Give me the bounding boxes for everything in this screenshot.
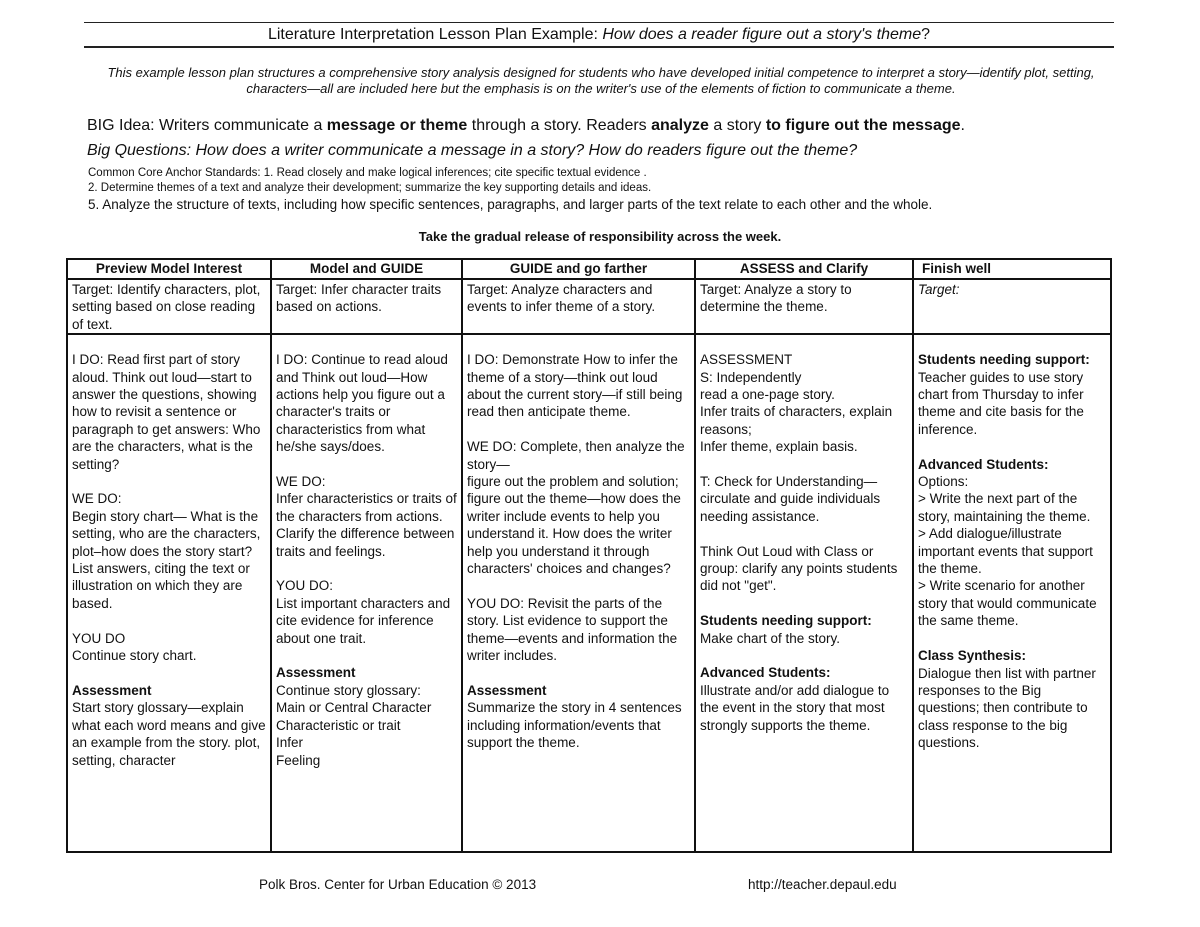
lesson-plan-table: [66, 258, 1112, 853]
cell-subheading: Assessment: [72, 682, 152, 698]
cell-text: [700, 595, 908, 612]
cell-text: Infer characteristics or traits of the characters from actions. Clarify the difference between traits and feelings.: [276, 491, 457, 559]
cell-text: Feeling: [276, 752, 321, 768]
standard-line-2: 2. Determine themes of a text and analyze their development; summarize the key supporting details and ideas.: [88, 182, 652, 194]
big-idea-text-4: .: [960, 117, 965, 134]
standard-line-5: 5. Analyze the structure of texts, including how specific sentences, paragraphs, and larger parts of the text relate to each other and the whole.: [88, 197, 933, 212]
cell-text: List answers, citing the text or illustration on which they are based.: [72, 561, 250, 611]
cell-text: T: Check for Understanding—circulate and guide individuals needing assistance.: [700, 474, 881, 524]
title-suffix: ?: [921, 26, 931, 43]
cell-text: [700, 525, 908, 542]
title-question: How does a reader figure out a story's theme: [602, 26, 922, 43]
cell-text: ASSESSMENT: [700, 352, 793, 368]
cell-text: S: Independently: [700, 369, 802, 385]
footer-credit: Polk Bros. Center for Urban Education © 2013: [259, 877, 537, 892]
cell-text: WE DO: Complete, then analyze the story—: [467, 439, 685, 472]
target-cell-5: Target:: [913, 279, 1111, 334]
cell-text: [72, 612, 266, 629]
target-cell-1: Target: Identify characters, plot, setting based on close reading of text.: [67, 279, 271, 334]
big-idea-text-1: BIG Idea: Writers communicate a: [87, 117, 327, 134]
cell-text: [72, 473, 266, 490]
cell-text: Infer: [276, 735, 304, 751]
cell-text: WE DO:: [276, 474, 326, 490]
cell-subheading: Class Synthesis:: [918, 648, 1027, 664]
big-idea-text-3: a story: [708, 117, 766, 134]
cell-text: [700, 456, 908, 473]
cell-text: YOU DO: Revisit the parts of the story. List evidence to support the theme—events and information the writer includes.: [467, 595, 678, 664]
cell-text: [467, 421, 690, 438]
cell-text: Infer traits of characters, explain reasons;: [700, 404, 893, 437]
target-cell-3: Target: Analyze characters and events to infer theme of a story.: [462, 279, 695, 334]
document-title: [84, 22, 1114, 48]
cell-text: [918, 438, 1106, 455]
cell-text: Continue story chart.: [72, 648, 197, 664]
cell-text: Teacher guides to use story chart from Thursday to infer theme and cite basis for the inference.: [918, 369, 1084, 437]
standards-block: [88, 166, 1188, 213]
activity-cell-4: [695, 334, 913, 852]
cell-text: [72, 665, 266, 682]
footer-url: http://teacher.depaul.edu: [748, 877, 897, 892]
table-header-row: [67, 259, 1111, 279]
cell-text: Infer theme, explain basis.: [700, 439, 858, 455]
cell-text: [276, 647, 457, 664]
cell-text: I DO: Read first part of story aloud. Think out loud—start to answer the questions, showing how to revisit a sentence or paragraph to get answers: Who are the characters, what is the setting?: [72, 352, 261, 472]
big-idea-text-2: through a story. Readers: [467, 117, 652, 134]
activity-cell-2: [271, 334, 462, 852]
header-finish: Finish well: [913, 259, 1111, 279]
cell-text: Start story glossary—explain what each word means and give an example from the story. plot, setting, character: [72, 700, 266, 768]
standard-line-1: Common Core Anchor Standards: 1. Read closely and make logical inferences; cite specific textual evidence .: [88, 167, 647, 179]
intro-paragraph: This example lesson plan structures a comprehensive story analysis designed for students who have developed initial competence to interpret a story—identify plot, setting, characters—all are included here but the emphasis is on the writer's use of the elements of fiction to communicate a theme.: [107, 65, 1095, 96]
cell-subheading: Assessment: [276, 665, 356, 681]
cell-text: [700, 647, 908, 664]
cell-text: read a one-page story.: [700, 387, 835, 403]
big-idea-bold-2: analyze: [651, 117, 709, 134]
cell-text: Characteristic or trait: [276, 717, 401, 733]
target-cell-4: Target: Analyze a story to determine the theme.: [695, 279, 913, 334]
cell-text: [467, 665, 690, 682]
header-guide-farther: GUIDE and go farther: [462, 259, 695, 279]
cell-text: > Add dialogue/illustrate important events that support the theme.: [918, 526, 1093, 577]
activity-cell-5: [913, 334, 1111, 852]
cell-text: WE DO:: [72, 491, 122, 507]
table-row-activities: [67, 334, 1111, 852]
cell-text: I DO: Continue to read aloud and Think out loud—How actions help you figure out a character's traits or characteristics from what he/she says/does.: [276, 352, 448, 455]
cell-text: Options:: [918, 474, 969, 490]
cell-subheading: Assessment: [467, 682, 547, 698]
header-assess: ASSESS and Clarify: [695, 259, 913, 279]
cell-text: Begin story chart— What is the setting, who are the characters, plot–how does the story start?: [72, 508, 261, 559]
cell-text: > Write the next part of the story, maintaining the theme.: [918, 491, 1091, 524]
big-idea-bold-3: to figure out the message: [765, 117, 961, 134]
table-row-targets: [67, 279, 1111, 334]
cell-text: Summarize the story in 4 sentences including information/events that support the theme.: [467, 700, 682, 751]
cell-text: Think Out Loud with Class or group: clarify any points students did not "get".: [700, 543, 898, 594]
cell-text: Illustrate and/or add dialogue to the event in the story that most strongly supports the theme.: [700, 682, 890, 733]
header-model-guide: Model and GUIDE: [271, 259, 462, 279]
cell-subheading: Students needing support:: [700, 613, 872, 629]
cell-text: Make chart of the story.: [700, 630, 841, 646]
gradual-release-heading: Take the gradual release of responsibility across the week.: [418, 229, 782, 244]
cell-text: I DO: Demonstrate How to infer the theme of a story—think out loud about the current story—if still being read then anticipate theme.: [467, 352, 683, 420]
cell-text: YOU DO: [72, 630, 126, 646]
title-prefix: Literature Interpretation Lesson Plan Example:: [267, 26, 603, 43]
target-cell-2: Target: Infer character traits based on actions.: [271, 279, 462, 334]
cell-text: [467, 577, 690, 594]
cell-text: Main or Central Character: [276, 700, 432, 716]
activity-cell-1: [67, 334, 271, 852]
cell-text: [276, 560, 457, 577]
cell-text: Continue story glossary:: [276, 682, 421, 698]
cell-text: figure out the problem and solution; figure out the theme—how does the writer include events to help you understand it. How does the writer help you understand it through characters' choices and changes?: [467, 474, 681, 577]
cell-text: YOU DO:: [276, 578, 334, 594]
big-idea: [87, 116, 1187, 136]
big-idea-bold-1: message or theme: [326, 117, 468, 134]
cell-text: List important characters and cite evidence for inference about one trait.: [276, 595, 451, 646]
cell-text: Dialogue then list with partner responses to the Big questions; then contribute to class response to the big questions.: [918, 665, 1096, 751]
cell-text: [276, 456, 457, 473]
cell-subheading: Students needing support:: [918, 352, 1090, 368]
header-preview: Preview Model Interest: [67, 259, 271, 279]
cell-text: > Write scenario for another story that would communicate the same theme.: [918, 578, 1097, 629]
activity-cell-3: [462, 334, 695, 852]
cell-text: [918, 630, 1106, 647]
big-questions: Big Questions: How does a writer communicate a message in a story? How do readers figure out the theme?: [87, 142, 858, 159]
cell-subheading: Advanced Students:: [700, 665, 831, 681]
cell-subheading: Advanced Students:: [918, 456, 1049, 472]
